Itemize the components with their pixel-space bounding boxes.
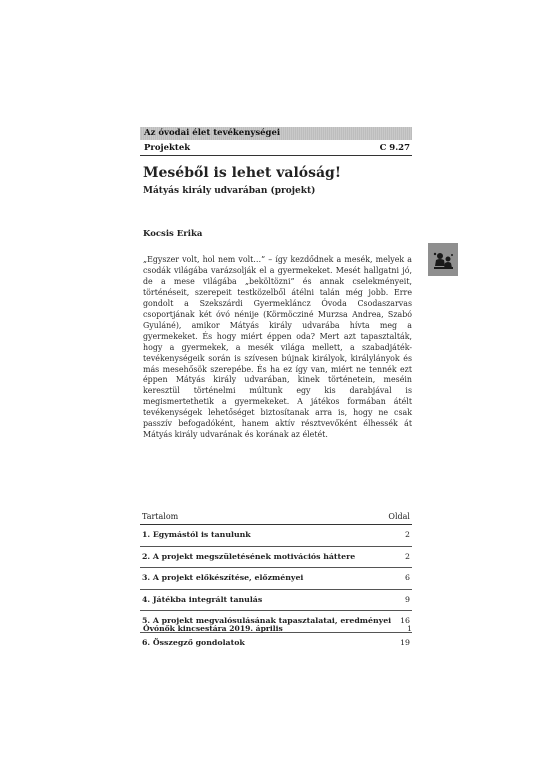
article-title: Meséből is lehet valóság! — [143, 165, 341, 181]
toc-item-page: 9 — [405, 594, 410, 604]
children-playing-icon — [428, 243, 458, 276]
toc-item[interactable] — [140, 568, 412, 590]
toc-item-page: 2 — [405, 530, 410, 539]
toc-item[interactable] — [140, 547, 412, 569]
toc-item[interactable] — [140, 633, 412, 654]
toc-item-title: 4. Játékba integrált tanulás — [142, 594, 263, 604]
article-subtitle: Mátyás király udvarában (projekt) — [143, 186, 316, 196]
page-number: 1 — [407, 624, 412, 633]
intro-paragraph: „Egyszer volt, hol nem volt…” – így kezdődnek a mesék, melyek a csodák világába varázsolják el a gyermekeket. Mesét hallgatni jó, de a mese világába „beköltözni” és annak cselekményeit, történéseit, szerepeit testközelből átélni talán még jobb. Erre gondolt a Szekszárdi Gyermekláncz Óvoda Csodaszarvas csoportjának két óvó nénije (Körmöcziné Murzsa Andrea, Szabó Gyuláné), amikor Mátyás király udvarába hívta meg a gyermekeket. És hogy miért éppen oda? Mert azt tapasztalták, hogy a gyermekek, a mesék világa mellett, a szabadjáték-tevékenységeik során is szívesen bújnak királyok, királylányok és más mesehősök szerepébe. És ha ez így van, miért ne tennék ezt éppen Mátyás király udvarában, kinek történetein, meséin keresztül történelmi múltunk egy kis darabjával is megismertethetik a gyermekeket. A játékos formában átélt tevékenységek lehetőséget biztosítanak arra is, hogy ne csak passzív befogadóként, hanem aktív résztvevőként élhessék át Mátyás király udvarának és korának az életét. — [143, 255, 412, 440]
toc-header — [140, 510, 412, 525]
category-band — [140, 127, 412, 140]
toc-item-page: 16 — [400, 616, 410, 625]
toc-item-title: 6. Összegző gondolatok — [142, 637, 245, 647]
section-header — [140, 141, 412, 156]
toc-list — [140, 525, 412, 653]
chapter-tab — [428, 243, 458, 276]
author-name: Kocsis Erika — [143, 229, 203, 239]
toc-item[interactable] — [140, 590, 412, 612]
document-code: C 9.27 — [379, 143, 410, 153]
toc-item-page: 19 — [400, 637, 410, 647]
toc-page-heading: Oldal — [388, 512, 410, 521]
section-label: Projektek — [144, 143, 191, 153]
toc-item-title: 2. A projekt megszületésének motivációs háttere — [142, 551, 356, 561]
toc-item-title: 1. Egymástól is tanulunk — [142, 530, 251, 539]
toc-item-title: 3. A projekt előkészítése, előzményei — [142, 573, 304, 582]
category-label: Az óvodai élet tevékenységei — [144, 128, 281, 138]
toc-heading: Tartalom — [142, 512, 179, 521]
publication-name: Óvónők kincsestára 2019. április — [143, 624, 283, 633]
toc-item[interactable] — [140, 525, 412, 547]
toc-item-title: 5. A projekt megvalósulásának tapasztalatai, eredményei — [142, 616, 392, 625]
page-footer — [143, 624, 412, 633]
toc-item-page: 6 — [405, 573, 410, 582]
toc-item-page: 2 — [405, 551, 410, 561]
